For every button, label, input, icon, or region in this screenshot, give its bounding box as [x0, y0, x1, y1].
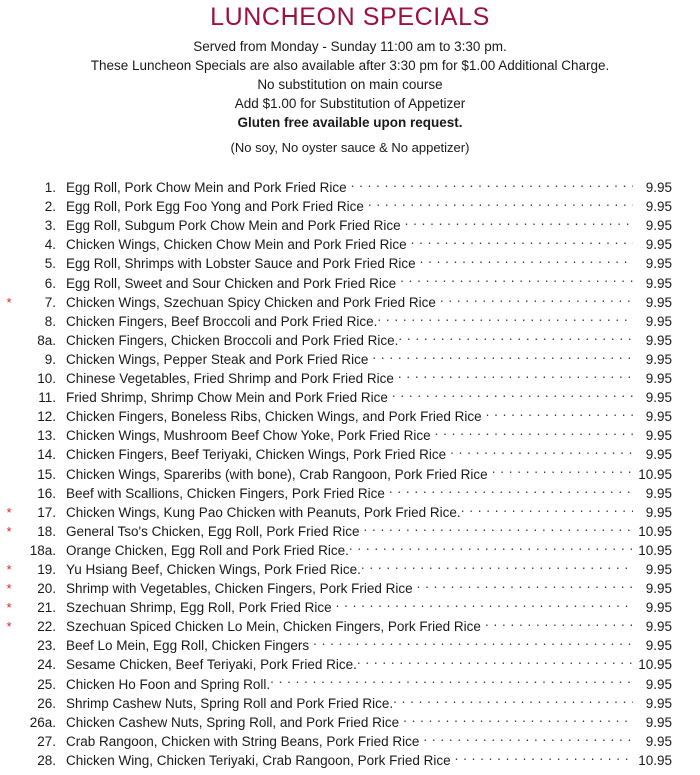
- menu-item-number: 10.: [37, 371, 56, 387]
- menu-item-number: 16.: [37, 485, 56, 501]
- menu-item-number: 28.: [37, 752, 56, 768]
- menu-item-price: 9.95: [645, 256, 672, 272]
- dot-leader: [351, 173, 633, 192]
- menu-item-number: 3.: [44, 218, 56, 234]
- menu-item-price: 9.95: [645, 733, 672, 749]
- menu-item-name: Shrimp with Vegetables, Chicken Fingers, Pork Fried Rice: [66, 581, 413, 597]
- menu-item-number: 14.: [37, 447, 56, 463]
- menu-item-number: 8.: [44, 313, 56, 329]
- spicy-star-icon: *: [6, 561, 12, 577]
- menu-item-price: 9.95: [645, 676, 672, 692]
- menu-item-name: Egg Roll, Subgum Pork Chow Mein and Pork Fried Rice: [66, 218, 401, 234]
- spicy-star-icon: *: [6, 581, 12, 597]
- menu-item-price: 9.95: [645, 294, 672, 310]
- menu-item-number: 26.: [37, 695, 56, 711]
- menu-item-name: Chicken Ho Foon and Spring Roll.: [66, 676, 271, 692]
- menu-item-name: Orange Chicken, Egg Roll and Pork Fried Rice.: [66, 542, 349, 558]
- dot-leader: [461, 498, 633, 517]
- dot-leader: [420, 249, 633, 268]
- description-line: These Luncheon Specials are also available after 3:30 pm for $1.00 Additional Charge.: [90, 58, 610, 73]
- menu-item-price: 9.95: [645, 428, 672, 444]
- menu-item-name: Sesame Chicken, Beef Teriyaki, Pork Fried Rice.: [66, 657, 357, 673]
- menu-item-price: 9.95: [645, 619, 672, 635]
- menu-item-price: 9.95: [645, 600, 672, 616]
- dot-leader: [455, 746, 633, 765]
- menu-item-price: 10.95: [638, 542, 672, 558]
- menu-item-name: Szechuan Shrimp, Egg Roll, Pork Fried Rice: [66, 600, 332, 616]
- description-line: Add $1.00 for Substitution of Appetizer: [234, 96, 466, 111]
- dot-leader: [368, 192, 633, 211]
- menu-item-number: 7.: [44, 294, 56, 310]
- menu-item-price: 9.95: [645, 409, 672, 425]
- menu-item-number: 13.: [37, 428, 56, 444]
- dot-leader: [389, 479, 633, 498]
- menu-item-price: 10.95: [638, 752, 672, 768]
- dot-leader: [392, 383, 633, 402]
- menu-item-number: 21.: [37, 600, 56, 616]
- dot-leader: [440, 288, 633, 307]
- dot-leader: [485, 612, 633, 631]
- dot-leader: [357, 650, 633, 669]
- menu-item-number: 18a.: [29, 542, 56, 558]
- menu-item-name: Chicken Wings, Szechuan Spicy Chicken and Pork Fried Rice: [66, 294, 436, 310]
- menu-item-name: Chicken Fingers, Beef Broccoli and Pork Fried Rice.: [66, 313, 378, 329]
- menu-item-price: 9.95: [645, 695, 672, 711]
- dot-leader: [405, 211, 633, 230]
- menu-item-name: Yu Hsiang Beef, Chicken Wings, Pork Fried Rice.: [66, 561, 361, 577]
- menu-item-name: Chicken Wings, Chicken Chow Mein and Pork Fried Rice: [66, 237, 407, 253]
- menu-item-number: 19.: [37, 561, 56, 577]
- page-title: LUNCHEON SPECIALS: [210, 3, 490, 31]
- menu-item-price: 9.95: [645, 351, 672, 367]
- menu-item-number: 8a.: [37, 332, 56, 348]
- menu-item-name: Fried Shrimp, Shrimp Chow Mein and Pork Fried Rice: [66, 390, 388, 406]
- menu-item-name: Egg Roll, Sweet and Sour Chicken and Pork Fried Rice: [66, 275, 397, 291]
- menu-item-number: 24.: [37, 657, 56, 673]
- menu-item-name: Chicken Cashew Nuts, Spring Roll, and Pork Fried Rice: [66, 714, 400, 730]
- dot-leader: [450, 440, 633, 459]
- menu-item-price: 9.95: [645, 218, 672, 234]
- menu-item-price: 9.95: [645, 581, 672, 597]
- menu-item-name: Shrimp Cashew Nuts, Spring Roll and Pork Fried Rice.: [66, 695, 394, 711]
- menu-item-number: 5.: [44, 256, 56, 272]
- dot-leader: [313, 631, 633, 650]
- menu-item-name: Chicken Wings, Kung Pao Chicken with Peanuts, Pork Fried Rice.: [66, 504, 461, 520]
- menu-item-price: 9.95: [645, 638, 672, 654]
- menu-header: [0, 0, 700, 157]
- menu-item-price: 10.95: [638, 523, 672, 539]
- dot-leader: [336, 593, 633, 612]
- menu-item-price: 9.95: [645, 485, 672, 501]
- spicy-star-icon: *: [6, 504, 12, 520]
- menu-item-number: 27.: [37, 733, 56, 749]
- spicy-star-icon: *: [6, 619, 12, 635]
- menu-item-name: Crab Rangoon, Chicken with String Beans, Pork Fried Rice: [66, 733, 420, 749]
- menu-item-number: 20.: [37, 581, 56, 597]
- menu-item-name: Egg Roll, Shrimps with Lobster Sauce and Pork Fried Rice: [66, 256, 416, 272]
- menu-item-number: 9.: [44, 351, 56, 367]
- dot-leader: [398, 364, 633, 383]
- menu-item-name: Chicken Wings, Mushroom Beef Chow Yoke, Pork Fried Rice: [66, 428, 431, 444]
- menu-item-name: Chinese Vegetables, Fried Shrimp and Pork Fried Rice: [66, 371, 394, 387]
- menu-item-price: 9.95: [645, 504, 672, 520]
- menu-item-number: 6.: [44, 275, 56, 291]
- menu-item-name: Chicken Wings, Spareribs (with bone), Crab Rangoon, Pork Fried Rice: [66, 466, 488, 482]
- menu-item-number: 26a.: [29, 714, 56, 730]
- spicy-star-icon: *: [6, 600, 12, 616]
- menu-item-name: Beef with Scallions, Chicken Fingers, Pork Fried Rice: [66, 485, 385, 501]
- dot-leader: [435, 421, 633, 440]
- spicy-star-icon: *: [6, 523, 12, 539]
- menu-item-number: 2.: [44, 199, 56, 215]
- menu-item-price: 9.95: [645, 275, 672, 291]
- dot-leader: [423, 727, 633, 746]
- gluten-free-notice: Gluten free available upon request.: [237, 115, 463, 130]
- description-line: No substitution on main course: [257, 77, 443, 92]
- menu-item-price: 10.95: [638, 657, 672, 673]
- menu-item-name: General Tso's Chicken, Egg Roll, Pork Fried Rice: [66, 523, 360, 539]
- menu-item-price: 9.95: [645, 390, 672, 406]
- dot-leader: [398, 326, 633, 345]
- menu-item-name: Chicken Fingers, Boneless Ribs, Chicken Wings, and Pork Fried Rice: [66, 409, 482, 425]
- dot-leader: [393, 689, 633, 708]
- dot-leader: [492, 459, 633, 478]
- menu-item-name: Chicken Wing, Chicken Teriyaki, Crab Rangoon, Pork Fried Rice: [66, 752, 451, 768]
- allergen-note: (No soy, No oyster sauce & No appetizer): [230, 140, 470, 155]
- dot-leader: [361, 555, 633, 574]
- menu-item-price: 9.95: [645, 561, 672, 577]
- menu-item-number: 15.: [37, 466, 56, 482]
- menu-description: [0, 37, 700, 157]
- menu-item-price: 9.95: [645, 313, 672, 329]
- description-line: Served from Monday - Sunday 11:00 am to 3:30 pm.: [193, 39, 507, 54]
- menu-item-number: 23.: [37, 638, 56, 654]
- menu-item-number: 1.: [44, 180, 56, 196]
- spicy-star-icon: *: [6, 294, 12, 310]
- menu-item-number: 22.: [37, 619, 56, 635]
- menu-item-price: 9.95: [645, 714, 672, 730]
- menu-item-name: Beef Lo Mein, Egg Roll, Chicken Fingers: [66, 638, 310, 654]
- menu-item-price: 10.95: [638, 466, 672, 482]
- menu-item-number: 17.: [37, 504, 56, 520]
- menu-item-price: 9.95: [645, 237, 672, 253]
- dot-leader: [349, 536, 633, 555]
- dot-leader: [403, 708, 633, 727]
- menu-item-number: 12.: [37, 409, 56, 425]
- menu-item-name: Chicken Fingers, Beef Teriyaki, Chicken Wings, Pork Fried Rice: [66, 447, 447, 463]
- menu-item-name: Szechuan Spiced Chicken Lo Mein, Chicken Fingers, Pork Fried Rice: [66, 619, 481, 635]
- menu-item-number: 11.: [38, 390, 56, 406]
- menu-item-list: [0, 173, 700, 768]
- dot-leader: [400, 268, 633, 287]
- menu-item-price: 9.95: [645, 332, 672, 348]
- dot-leader: [411, 230, 633, 249]
- menu-item-price: 9.95: [645, 447, 672, 463]
- menu-item-number: 18.: [37, 523, 56, 539]
- menu-item-number: 4.: [44, 237, 56, 253]
- dot-leader: [417, 574, 633, 593]
- menu-item-name: Chicken Wings, Pepper Steak and Pork Fried Rice: [66, 351, 369, 367]
- dot-leader: [486, 402, 633, 421]
- menu-item-name: Egg Roll, Pork Chow Mein and Pork Fried Rice: [66, 180, 347, 196]
- menu-item-name: Chicken Fingers, Chicken Broccoli and Pork Fried Rice.: [66, 332, 399, 348]
- dot-leader: [372, 345, 633, 364]
- menu-item-name: Egg Roll, Pork Egg Foo Yong and Pork Fried Rice: [66, 199, 364, 215]
- menu-item-price: 9.95: [645, 180, 672, 196]
- dot-leader: [270, 669, 633, 688]
- dot-leader: [363, 517, 633, 536]
- menu-item-row: [0, 173, 672, 196]
- menu-item-number: 25.: [37, 676, 56, 692]
- menu-item-price: 9.95: [645, 371, 672, 387]
- menu-item-price: 9.95: [645, 199, 672, 215]
- dot-leader: [377, 307, 633, 326]
